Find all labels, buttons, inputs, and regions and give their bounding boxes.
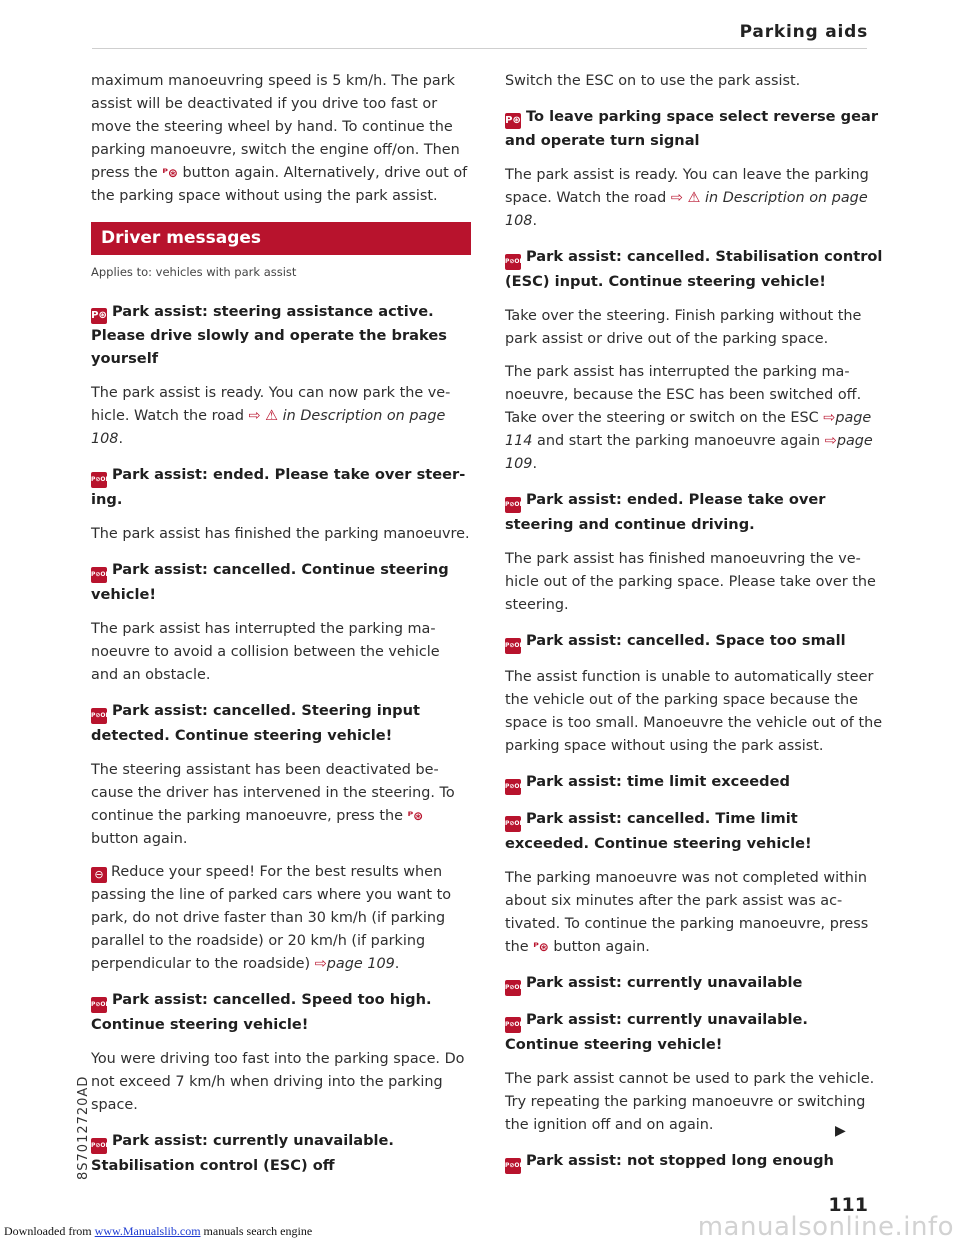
- message-text: The park assist is ready. You can leave the parking space. Watch the road ⇨ ⚠ in Description on page 108.: [505, 167, 869, 229]
- page-reference-link[interactable]: in Description on page 108: [505, 190, 868, 229]
- warning-icon: ⚠: [265, 408, 279, 424]
- park-assist-off-icon: P⊘OFF: [91, 708, 107, 724]
- message-heading: P⊛ To leave parking space select reverse gear and operate turn signal: [505, 108, 879, 149]
- page-header-title: Parking aids: [739, 22, 868, 42]
- park-assist-button-icon: ᴾ⊛: [533, 940, 549, 954]
- message-heading: P⊘OFFPark assist: cancelled. Time limit exceeded. Continue steering vehicle!: [505, 810, 812, 852]
- message-heading: P⊘OFFPark assist: currently unavailable. Continue steering vehicle!: [505, 1011, 808, 1053]
- arrow-icon: ⇨: [824, 433, 837, 449]
- message-text: The park assist has interrupted the parking manoeuvre to avoid a collision between the vehicle and an obstacle.: [91, 621, 440, 683]
- arrow-icon: ⇨: [823, 410, 836, 426]
- park-assist-button-icon: ᴾ⊛: [407, 809, 424, 823]
- message-heading: P⊘OFFPark assist: cancelled. Continue steering vehicle!: [91, 561, 449, 603]
- right-column: [505, 70, 885, 1186]
- message-text: Take over the steering. Finish parking without the park assist or drive out of the parking space.: [505, 308, 862, 347]
- note-paragraph: ⊖ Reduce your speed! For the best results when passing the line of parked cars where you want to park, do not drive faster than 30 km/h (if parking parallel to the roadside) or 20 km/h (if parking perpendicular to the roadside) ⇨page 109.: [91, 864, 452, 972]
- intro-paragraph: Switch the ESC on to use the park assist.: [505, 73, 801, 89]
- park-assist-off-icon: P⊘OFF: [505, 779, 521, 795]
- message-heading: P⊘OFFPark assist: cancelled. Speed too high. Continue steering vehicle!: [91, 991, 432, 1033]
- message-text: The park assist has finished the parking manoeuvre.: [91, 526, 470, 542]
- message-heading: P⊘OFFPark assist: cancelled. Space too small: [505, 629, 885, 654]
- park-assist-off-icon: P⊘OFF: [505, 497, 521, 513]
- page-reference-link[interactable]: page 109: [326, 956, 395, 972]
- park-assist-off-icon: P⊘OFF: [91, 472, 107, 488]
- park-assist-off-icon: P⊘OFF: [505, 1017, 521, 1033]
- park-assist-off-icon: P⊘OFF: [505, 638, 521, 654]
- message-text: You were driving too fast into the parking space. Do not exceed 7 km/h when driving into the parking space.: [91, 1051, 465, 1113]
- message-heading: P⊛ Park assist: steering assistance active. Please drive slowly and operate the brakes yourself: [91, 303, 447, 367]
- message-heading: P⊘OFFPark assist: not stopped long enough: [505, 1149, 885, 1174]
- header-divider: [92, 48, 867, 49]
- section-title-driver-messages: Driver messages: [91, 222, 471, 255]
- page-reference-link[interactable]: page 114: [505, 410, 872, 449]
- page-number: 111: [828, 1194, 868, 1216]
- download-footer: Downloaded from www.Manualslib.com manuals search engine: [4, 1224, 313, 1238]
- arrow-icon: ⇨: [248, 408, 266, 424]
- message-heading: P⊘OFFPark assist: currently unavailable: [505, 971, 885, 996]
- message-text: The park assist cannot be used to park the vehicle. Try repeating the parking manoeuvre or switching the ignition off and on again.: [505, 1071, 875, 1133]
- message-text: The park assist has interrupted the parking manoeuvre, because the ESC has been switched off. Take over the steering or switch on the ESC ⇨page 114 and start the parking manoeuvre again ⇨page 109.: [505, 364, 873, 472]
- message-heading: P⊘OFFPark assist: ended. Please take over steering.: [91, 466, 466, 508]
- arrow-icon: ⇨: [314, 956, 327, 972]
- intro-paragraph: maximum manoeuvring speed is 5 km/h. The park assist will be deactivated if you drive too fast or move the steering wheel by hand. To continue the parking manoeuvre, switch the engine off/on. Then press the ᴾ⊛ button again. Alternatively, drive out of the parking space without using the park assist.: [91, 73, 468, 204]
- message-text: The assist function is unable to automatically steer the vehicle out of the parking space because the space is too small. Manoeuvre the vehicle out of the parking space without using the park assist.: [505, 669, 883, 754]
- message-text: The steering assistant has been deactivated because the driver has intervened in the steering. To continue the parking manoeuvre, press the ᴾ⊛ button again.: [91, 762, 455, 847]
- park-assist-off-icon: P⊘OFF: [91, 1138, 107, 1154]
- message-heading: P⊘OFFPark assist: currently unavailable. Stabilisation control (ESC) off: [91, 1132, 394, 1174]
- message-text: The parking manoeuvre was not completed within about six minutes after the park assist was activated. To continue the parking manoeuvre, press the ᴾ⊛ button again.: [505, 867, 885, 959]
- park-assist-off-icon: P⊘OFF: [505, 1158, 521, 1174]
- park-assist-off-icon: P⊘OFF: [91, 567, 107, 583]
- applies-to-note: Applies to: vehicles with park assist: [91, 265, 297, 279]
- message-text: The park assist is ready. You can now park the vehicle. Watch the road ⇨ ⚠ in Description on page 108.: [91, 385, 451, 447]
- park-assist-button-icon: ᴾ⊛: [162, 166, 178, 180]
- document-code: 8S7012720AD: [76, 1075, 91, 1180]
- continue-arrow-icon: ▶: [835, 1123, 846, 1139]
- page-reference-link[interactable]: in Description on page 108: [91, 408, 446, 447]
- park-assist-off-icon: P⊘OFF: [505, 980, 521, 996]
- message-text: The park assist has finished manoeuvring the vehicle out of the parking space. Please take over the steering.: [505, 551, 876, 613]
- park-assist-off-icon: P⊘OFF: [505, 254, 521, 270]
- message-heading: P⊘OFFPark assist: ended. Please take over steering and continue driving.: [505, 491, 826, 533]
- park-assist-off-icon: P⊘OFF: [91, 997, 107, 1013]
- page-reference-link[interactable]: page 109: [505, 433, 873, 472]
- watermark: manualsonline.info: [697, 1212, 954, 1242]
- arrow-icon: ⇨: [670, 190, 688, 206]
- message-heading: P⊘OFFPark assist: cancelled. Stabilisation control (ESC) input. Continue steering vehicle!: [505, 248, 883, 290]
- warning-icon: ⚠: [687, 190, 701, 206]
- park-assist-off-icon: P⊘OFF: [505, 816, 521, 832]
- note-icon: ⊖: [91, 867, 107, 883]
- park-assist-icon: P⊛: [91, 308, 107, 324]
- message-heading: P⊘OFFPark assist: cancelled. Steering input detected. Continue steering vehicle!: [91, 702, 420, 744]
- manualslib-link[interactable]: www.Manualslib.com: [94, 1224, 201, 1238]
- park-assist-icon: P⊛: [505, 113, 521, 129]
- message-heading: P⊘OFFPark assist: time limit exceeded: [505, 770, 885, 795]
- left-column: [91, 70, 471, 1189]
